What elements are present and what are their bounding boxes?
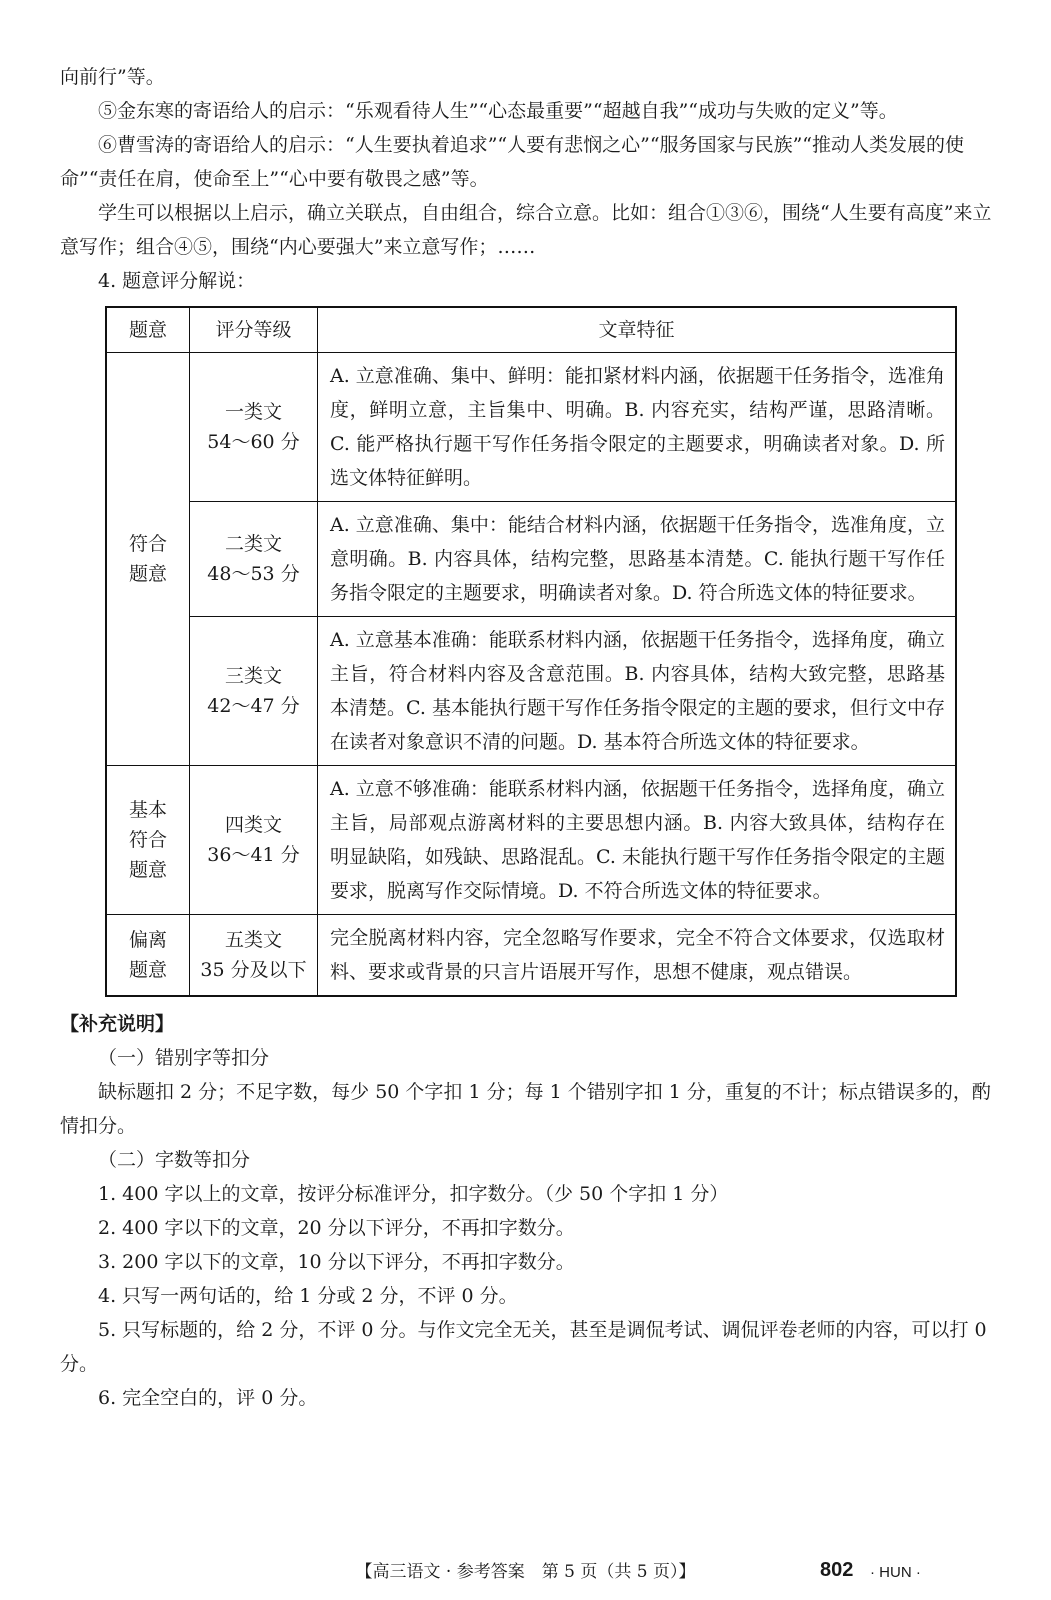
supplement-sub2-heading: （二）字数等扣分 (98, 1149, 251, 1171)
level-name: 三类文 (224, 665, 282, 687)
intro-item-5: ⑤金东寒的寄语给人的启示：“乐观看待人生”“心态最重要”“超越自我”“成功与失败的定义”等。 (98, 100, 898, 122)
list-item: 6. 完全空白的，评 0 分。 (98, 1387, 318, 1409)
level-score: 36～41 分 (207, 844, 300, 866)
table-row (106, 766, 956, 915)
group-fuhe (106, 353, 190, 766)
level-cell (190, 915, 318, 997)
list-item: 3. 200 字以下的文章，10 分以下评分，不再扣字数分。 (98, 1251, 575, 1273)
features-cell: A. 立意准确、集中、鲜明：能扣紧材料内涵，依据题干任务指令，选准角度，鲜明立意，主旨集中、明确。B. 内容充实，结构严谨，思路清晰。C. 能严格执行题干写作任务指令限定的主题要求，明确读者对象。D. 所选文体特征鲜明。 (318, 353, 957, 502)
footer-suffix: · HUN · (870, 1564, 921, 1581)
list-item: 1. 400 字以上的文章，按评分标准评分，扣字数分。（少 50 个字扣 1 分） (98, 1183, 729, 1205)
level-cell (190, 353, 318, 502)
table-row (106, 915, 956, 997)
page-footer: 【高三语文 · 参考答案 第 5 页（共 5 页）】 (355, 1562, 696, 1582)
level-score: 35 分及以下 (200, 959, 307, 981)
list-item: 4. 只写一两句话的，给 1 分或 2 分，不评 0 分。 (98, 1285, 518, 1307)
supplement-sub1-text: 缺标题扣 2 分；不足字数，每少 50 个字扣 1 分；每 1 个错别字扣 1 分，重复的不计；标点错误多的，酌情扣分。 (60, 1081, 991, 1137)
level-name: 二类文 (224, 533, 282, 555)
level-name: 五类文 (224, 929, 282, 951)
header-features: 文章特征 (318, 307, 957, 353)
supplement-title: 【补充说明】 (60, 1013, 175, 1035)
features-cell: A. 立意基本准确：能联系材料内涵，依据题干任务指令，选择角度，确立主旨，符合材料内容及含意范围。B. 内容具体，结构大致完整，思路基本清楚。C. 基本能执行题干写作任务指令限定的主题的要求，但行文中存在读者对象意识不清的问题。D. 基本符合所选文体的特征要求。 (318, 617, 957, 766)
intro-paragraph: 学生可以根据以上启示，确立关联点，自由组合，综合立意。比如：组合①③⑥，围绕“人生要有高度”来立意写作；组合④⑤，围绕“内心要强大”来立意写作；…… (60, 202, 992, 258)
level-name: 四类文 (224, 814, 282, 836)
supplement-sub1-heading: （一）错别字等扣分 (98, 1047, 270, 1069)
features-cell: A. 立意准确、集中：能结合材料内涵，依据题干任务指令，选准角度，立意明确。B. 内容具体，结构完整，思路基本清楚。C. 能执行题干写作任务指令限定的主题要求，明确读者对象。D. 符合所选文体的特征要求。 (318, 502, 957, 617)
level-cell (190, 766, 318, 915)
grading-table (105, 306, 957, 997)
intro-line: 向前行”等。 (60, 66, 165, 88)
group-jiben (106, 766, 190, 915)
group-label: 基本符合题意 (128, 799, 167, 881)
header-level: 评分等级 (190, 307, 318, 353)
level-cell (190, 617, 318, 766)
level-score: 42～47 分 (207, 695, 300, 717)
intro-item-6: ⑥曹雪涛的寄语给人的启示：“人生要执着追求”“人要有悲悯之心”“服务国家与民族”“推动人类发展的使命”“责任在肩，使命至上”“心中要有敬畏之感”等。 (60, 134, 964, 190)
level-score: 54～60 分 (207, 431, 300, 453)
section-heading-4: 4. 题意评分解说： (98, 270, 256, 292)
header-topic: 题意 (106, 307, 190, 353)
page-content (60, 60, 1000, 1415)
group-label: 偏离题意 (128, 929, 167, 981)
level-cell (190, 502, 318, 617)
features-cell: A. 立意不够准确：能联系材料内涵，依据题干任务指令，选择角度，确立主旨，局部观点游离材料的主要思想内涵。B. 内容大致具体，结构存在明显缺陷，如残缺、思路混乱。C. 未能执行题干写作任务指令限定的主题要求，脱离写作交际情境。D. 不符合所选文体的特征要求。 (318, 766, 957, 915)
features-cell: 完全脱离材料内容，完全忽略写作要求，完全不符合文体要求，仅选取材料、要求或背景的只言片语展开写作，思想不健康，观点错误。 (318, 915, 957, 997)
table-row (106, 353, 956, 502)
level-score: 48～53 分 (207, 563, 300, 585)
table-header-row (106, 307, 956, 353)
list-item: 2. 400 字以下的文章，20 分以下评分，不再扣字数分。 (98, 1217, 575, 1239)
group-pianli (106, 915, 190, 997)
level-name: 一类文 (224, 401, 282, 423)
table-row (106, 502, 956, 617)
footer-code: 802 (820, 1559, 854, 1581)
group-label: 符合题意 (128, 533, 167, 585)
list-item: 5. 只写标题的，给 2 分，不评 0 分。与作文完全无关，甚至是调侃考试、调侃评卷老师的内容，可以打 0 分。 (60, 1319, 987, 1375)
table-row (106, 617, 956, 766)
